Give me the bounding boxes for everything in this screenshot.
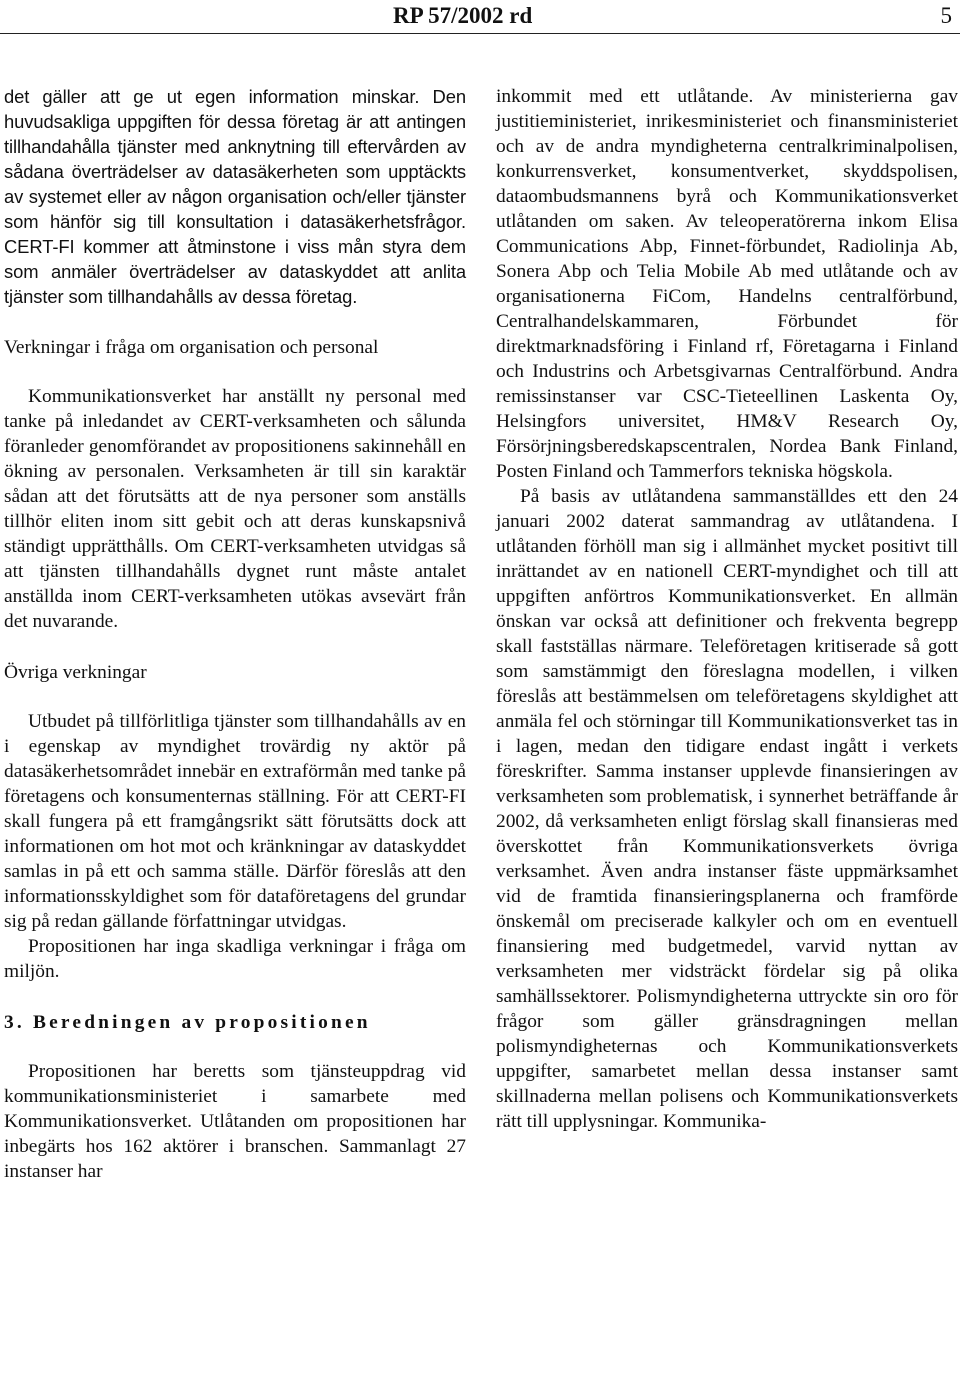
heading-other-effects: Övriga verkningar [4,662,147,683]
right-column [496,84,958,1134]
paragraph-personnel-part2: Verksamheten är till sin karaktär sådan att det förutsätts att de nya personer som anställs tillhör eliten inom sitt gebit och att deras kunskapsnivå ständigt upprätthålls. Om CERT-verksamheten utvidgas så att tjänsten tillhandahålls dygnet runt måste antalet anställda inom CERT-verksamheten utökas avsevärt från det nuvarande. [4,461,467,632]
paragraph-personnel-part1: Kommunikationsverket har anställt ny personal med tanke på inledandet av CERT-verksamheten och sålunda föranleder genomförandet av propositionens sakinnehåll en ökning av personalen. [4,386,466,482]
section-heading-preparation: 3. Beredningen av propositionen [4,1012,371,1033]
left-column [4,84,466,1184]
paragraph-information-companies: det gäller att ge ut egen information minskar. Den huvudsakliga uppgiften för dessa företag är att antingen tillhandahålla tjänster med anknytning till eftervården av sådana överträdelser av datasäkerheten som upptäckts av systemet eller av någon organisation och/eller tjänster som hänför sig till konsultation i datasäkerhetsfrågor. CERT-FI kommer att åtminstone i viss mån styra dem som anmäler överträdelser av dataskyddet att anlita tjänster som tillhandahålls av dessa företag. [4,86,466,307]
heading-organisation-personnel: Verkningar i fråga om organisation och personal [4,337,379,358]
paragraph-preparation: Propositionen har beretts som tjänsteuppdrag vid kommunikationsministeriet i samarbete med Kommunikationsverket. Utlåtanden om propositionen har inbegärts hos 162 aktörer i branschen. Sammanlagt 27 instanser har [4,1061,466,1182]
header-rule [0,33,960,34]
page-header [0,0,960,34]
paragraph-statements: inkommit med ett utlåtande. Av ministerierna gav justitieministeriet, inrikesministeriet och finansministeriet och av de andra myndigheterna centralkriminalpolisen, konkurrensverket, konsumentverket, skyddspolisen, dataombudsmannens byrå och Kommunikationsverket utlåtanden om saken. Av teleoperatörerna inkom Elisa Communications Abp, Finnet-förbundet, Radiolinja Ab, Sonera Abp och Telia Mobile Ab med utlåtande och av organisationerna FiCom, Handelns centralförbund, Centralhandelskammaren, Förbundet för direktmarknadsföring i Finland rf, Företagarna i Finland och Industrins och Arbetsgivarnas Centralförbund. Andra remissinstanser var CSC-Tieteellinen Laskenta Oy, Helsingfors universitet, HM&V Research Oy, Försörjningsberedskapscentralen, Nordea Bank Finland, Posten Finland och Tammerfors tekniska högskola. [496,86,958,482]
document-reference: RP 57/2002 rd [393,3,533,28]
paragraph-other-effects: Utbudet på tillförlitliga tjänster som tillhandahålls av en i egenskap av myndighet trovärdig ny aktör på datasäkerhetsområdet innebär en extraförmån med tanke på företagens och konsumenternas ställning. För att CERT-FI skall fungera på ett framgångsrikt sätt förutsätts dock att informationen om hot mot och kränkningar av dataskyddet samlas in på ett och samma ställe. Därför föreslås att den informationsskyldighet som för dataföretagens del grundar sig på redan gällande författningar utvidgas. [4,711,466,932]
paragraph-environment: Propositionen har inga skadliga verkningar i fråga om miljön. [4,936,466,982]
paragraph-summary: På basis av utlåtandena sammanställdes ett den 24 januari 2002 daterat sammandrag av utlåtandena. I utlåtanden förhöll man sig i allmänhet mycket positivt till inrättandet av en nationell CERT-myndighet och till att uppgiften anförtros Kommunikationsverket. En allmän önskan var också att definitioner och frekventa begrepp skall fastställas närmare. Teleföretagen kritiserade så gott som samstämmigt den föreslagna modellen, i vilken föreslås att bestämmelsen om teleföretagens skyldighet att anmäla fel och störningar till Kommunikationsverket tas in i lagen, medan den tidigare endast ingått i verkets föreskrifter. Samma instanser upplevde finansieringen av verksamheten som problematisk, i synnerhet beträffande år 2002, då verksamheten enligt förslag skall finansieras med överskottet från Kommunikationsverkets övriga verksamhet. Även andra instanser fäste uppmärksamhet vid de framtida finansieringsplanerna och framförde önskemål om preciserade kalkyler och om en eventuell finansiering med budgetmedel, varvid nyttan av verksamheten mer vidsträckt fördelar sig på olika samhällssektorer. Polismyndigheterna uttryckte sin oro för frågor som gäller gränsdragningen mellan polismyndigheternas och Kommunikationsverkets uppgifter, samarbetet mellan dessa instanser samt skillnaderna mellan polisens och Kommunikationsverkets rätt till upplysningar. Kommunika- [496,486,958,1132]
page-number: 5 [940,3,952,28]
paragraph-personnel [4,384,466,634]
